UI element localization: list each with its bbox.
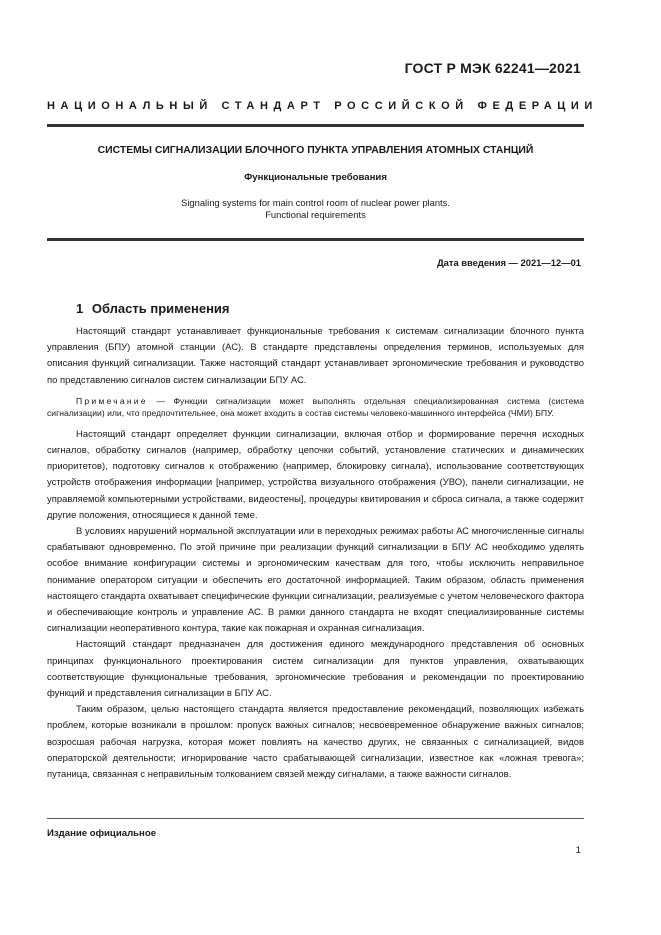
section-body xyxy=(47,324,584,783)
official-edition-label: Издание официальное xyxy=(47,828,157,839)
standard-code: ГОСТ Р МЭК 62241—2021 xyxy=(404,60,581,76)
paragraph-2: Настоящий стандарт определяет функции сигнализации, включая отбор и формирование перечня исходных сигналов, обработку сигналов (например, обработку цепочки событий, установление статических и динамических приоритетов), подготовку сигналов к отображению (например, блокировку сигнала), использование соответствующих устройств отображения информации [например, устройства визуального отображения (УВО), панели сигнализации, не управляемой компьютерными устройствами, видеостены], процедуры квитирования и сброса сигнала, а также содержит другие положения, относящиеся к данной теме. xyxy=(47,428,584,521)
english-title-line-2: Functional requirements xyxy=(265,209,366,220)
note xyxy=(47,395,584,419)
section-heading xyxy=(76,301,230,316)
top-rule xyxy=(47,124,584,127)
footer-rule xyxy=(47,818,584,819)
note-text: — Функции сигнализации может выполнять отдельная специализированная система (система сигнализации) или, что предпочтительнее, она может входить в состав системы человеко-машинного интерфейса (ЧМИ) БПУ. xyxy=(47,395,584,418)
paragraph-4: Настоящий стандарт предназначен для достижения единого международного представления об основных принципах функционального проектирования систем сигнализации для пунктов управления, охватывающих соответствующие функциональные требования, эргономические требования и рекомендации по проектированию функций и представления сигнализации в БПУ АС. xyxy=(47,639,584,700)
section-number: 1 xyxy=(76,301,84,316)
introduction-date: Дата введения — 2021—12—01 xyxy=(436,257,581,268)
national-standard-heading: НАЦИОНАЛЬНЫЙ СТАНДАРТ РОССИЙСКОЙ ФЕДЕРАЦИИ xyxy=(47,100,598,112)
paragraph-1: Настоящий стандарт устанавливает функциональные требования к системам сигнализации блочного пункта управления (БПУ) атомной станции (АС). В стандарте представлены определения терминов, используемых для описания функций сигнализации. Также настоящий стандарт устанавливает эргономические требования и руководство по представлению сигналов систем сигнализации БПУ АС. xyxy=(47,326,584,386)
document-subtitle: Функциональные требования xyxy=(244,172,387,183)
page-number: 1 xyxy=(575,845,581,856)
english-title-line-1: Signaling systems for main control room of nuclear power plants. xyxy=(181,197,450,208)
note-label: Примечание xyxy=(76,395,148,406)
middle-rule xyxy=(47,238,584,241)
document-title: СИСТЕМЫ СИГНАЛИЗАЦИИ БЛОЧНОГО ПУНКТА УПРАВЛЕНИЯ АТОМНЫХ СТАНЦИЙ xyxy=(97,145,534,156)
english-title xyxy=(47,197,584,221)
paragraph-3: В условиях нарушений нормальной эксплуатации или в переходных режимах работы АС многочисленные сигналы срабатывают одновременно. По этой причине при реализации функций сигнализации в БПУ АС необходимо уделять особое внимание конфигурации системы и эргономическим качествам для того, чтобы исключить неправильное понимание оператором ситуации и обеспечить его достаточной информацией. Таким образом, область применения настоящего стандарта охватывает специфические функции сигнализации, реализуемые с учетом человеческого фактора и обеспечивающие контроль и управление АС. В рамки данного стандарта не входят специализированные системы сигнализации неоперативного контура, такие как пожарная и охранная сигнализация. xyxy=(47,526,584,635)
section-title-text: Область применения xyxy=(91,301,230,316)
paragraph-5: Таким образом, целью настоящего стандарта является предоставление рекомендаций, позволяющих избежать проблем, которые возникали в прошлом: пропуск важных сигналов; несвоевременное обнаружение важных сигналов; возросшая рабочая нагрузка, которая может повлиять на качество других, не связанных с сигнализацией, видов операторской деятельности; игнорирование часто срабатывающей сигнализации, известное как «ложная тревога»; путаница, связанная с неправильным толкованием связей между сигналами, а также важности сигналов. xyxy=(47,704,584,781)
